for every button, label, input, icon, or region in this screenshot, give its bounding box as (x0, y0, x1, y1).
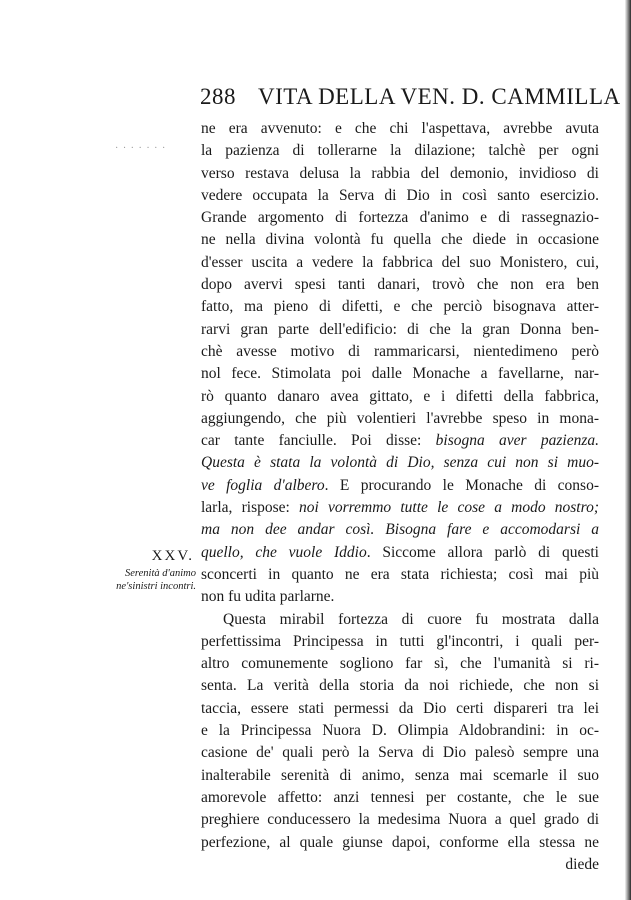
text-line: perfezione, al quale giunse dapoi, conforme ella stessa ne (201, 833, 599, 851)
text-line: chè avesse motivo di rammaricarsi, nientedimeno però (201, 342, 599, 360)
text-line: nol fece. Stimolata poi dalle Monache a favellarne, nar- (201, 365, 599, 383)
text-line: perfettissima Principessa in tutti gl'incontri, i quali per- (201, 632, 599, 650)
text-line: e la Principessa Nuora D. Olimpia Aldobrandini: in oc- (201, 722, 599, 740)
sidenote-line: ne'sinistri incontri. (116, 581, 196, 592)
text-line: car tante fanciulle. Poi disse: bisogna aver pazienza. (201, 432, 599, 450)
text-line: la pazienza di tollerarne la dilazione; talchè per ogni (201, 142, 599, 160)
text-line: ma non dee andar così. Bisogna fare e accomodarsi a (201, 521, 599, 539)
text-line: taccia, essere stati permessi da Dio certi dispareri tra lei (201, 699, 599, 717)
text-line: quello, che vuole Iddio. Siccome allora parlò di questi (201, 543, 599, 561)
text-line: amorevole affetto: anzi tennesi per costante, che le sue (201, 788, 599, 806)
text-line: preghiere conducessero la medesima Nuora a quel grado di (201, 811, 599, 829)
text-line: rarvi gran parte dell'edificio: di che la gran Donna ben- (201, 320, 599, 338)
catchword: diede (565, 855, 599, 873)
text-line: d'esser uscita a vedere la fabbrica del suo Monistero, cui, (201, 253, 599, 271)
running-title: VITA DELLA VEN. D. CAMMILLA (258, 84, 621, 109)
text-line: ne era avvenuto: e che chi l'aspettava, avrebbe avuta (201, 120, 599, 137)
page-number: 288 (200, 84, 236, 109)
text-line: aggiungendo, che più volentieri l'avrebbe speso in mona- (201, 409, 599, 427)
text-line: fatto, ma pieno di difetti, e che perciò bisognava atter- (201, 298, 599, 316)
sidenote-number: XXV. (151, 548, 194, 564)
text-line: altro comunemente sogliono far sì, che l'umanità si ri- (201, 655, 599, 673)
text-line: larla, rispose: noi vorremmo tutte le cose a modo nostro; (201, 499, 599, 517)
body-text (201, 118, 599, 876)
margin-marks: · · · · · · · (115, 143, 167, 154)
text-line: Questa mirabil fortezza di cuore fu mostrata dalla (223, 610, 599, 628)
running-header (200, 84, 621, 114)
page-edge-shadow (625, 0, 631, 900)
text-line: casione de' quali però la Serva di Dio palesò sempre una (201, 744, 599, 762)
text-line: ne nella divina volontà fu quella che diede in occasione (201, 231, 599, 249)
text-line: inalterabile serenità di animo, senza mai scemarle il suo (201, 766, 599, 784)
text-line: ve foglia d'albero. E procurando le Monache di conso- (201, 476, 599, 494)
text-line: Grande argomento di fortezza d'animo e di rassegnazio- (201, 209, 599, 227)
text-line: vedere occupata la Serva di Dio in così santo esercizio. (201, 186, 599, 204)
text-line: senta. La verità della storia da noi richiede, che non si (201, 677, 599, 695)
sidenote-line: Serenità d'animo (125, 568, 196, 579)
text-line: Questa è stata la volontà di Dio, senza cui non si muo- (201, 454, 599, 472)
text-line: non fu udita parlarne. (201, 588, 335, 606)
text-line: rò quanto danaro avea gittato, e i difetti della fabbrica, (201, 387, 599, 405)
text-line: sconcerti in quanto ne era stata richiesta; così mai più (201, 565, 599, 583)
marginal-note (76, 548, 196, 593)
text-line: dopo avervi spesi tanti danari, trovò che non era ben (201, 276, 599, 294)
text-line: verso restava delusa la rabbia del demonio, invidioso di (201, 164, 599, 182)
